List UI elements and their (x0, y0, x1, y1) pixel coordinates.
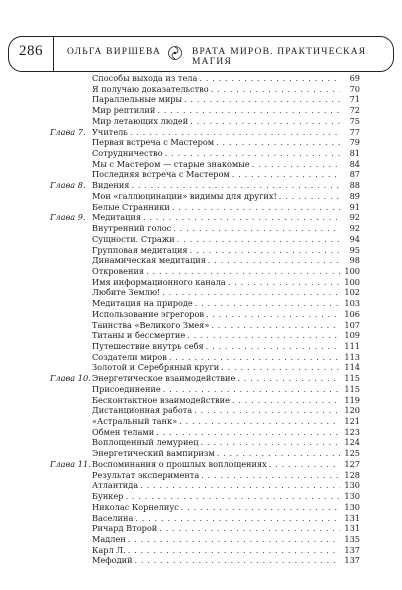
toc-entry-title: Групповая медитация (92, 244, 188, 255)
toc-entry-title: Энергетический вампиризм (92, 448, 215, 459)
toc-page-number: 125 (344, 448, 360, 459)
toc-page-number: 92 (349, 212, 360, 223)
toc-page-number: 91 (349, 201, 360, 212)
dot-leader (237, 374, 340, 383)
dot-leader (128, 535, 340, 544)
toc-page-number: 106 (344, 308, 360, 319)
toc-entry-title: Медитация на природе (92, 298, 193, 309)
author-name: ОЛЬГА ВИРШЕВА (67, 47, 162, 57)
toc-entry-title: Путешествие внутрь себя (92, 341, 204, 351)
toc-row (0, 117, 402, 126)
toc-page-number: 115 (344, 373, 360, 384)
dot-leader (135, 556, 340, 565)
toc-entry-title: Мадлен (92, 533, 126, 544)
toc-row (0, 396, 402, 405)
toc-entry-title: Энергетическое взаимодействие (92, 373, 236, 384)
toc-page-number: 109 (344, 330, 360, 341)
dot-leader (146, 267, 340, 276)
dot-leader (130, 128, 340, 137)
toc-entry-title: Параллельные миры (92, 94, 183, 105)
toc-row (0, 160, 402, 169)
toc-entry-title: Последняя встреча с Мастером (92, 169, 230, 180)
toc-entry-title: Первая встреча с Мастером (92, 137, 215, 148)
toc-entry-title: Создатели миров (92, 351, 167, 362)
toc-row (0, 310, 402, 319)
toc-row (0, 213, 402, 222)
toc-entry-title: Способы выхода из тела (92, 73, 198, 83)
swirl-ornament-icon (167, 45, 183, 61)
toc-entry-title: Динамическая медитация (92, 255, 206, 266)
toc-entry-title: Видения (92, 180, 130, 191)
toc-page-number: 81 (349, 148, 360, 159)
toc-entry-title: Ричард Второй (92, 523, 158, 534)
dot-leader (194, 406, 340, 415)
dot-leader (135, 514, 340, 523)
dot-leader (165, 149, 340, 158)
toc-entry-title: Обмен телами (92, 426, 155, 437)
dot-leader (228, 278, 340, 287)
dot-leader (211, 85, 340, 94)
toc-row (0, 524, 402, 533)
dot-leader (187, 331, 340, 340)
toc-page-number: 107 (344, 319, 360, 330)
toc-entry-title: Откровения (92, 265, 145, 276)
dot-leader (211, 321, 340, 330)
dot-leader (221, 363, 340, 372)
toc-entry-title: Мои «галлюцинации» видимы для других! (92, 190, 277, 201)
toc-page-number: 103 (344, 298, 360, 309)
dot-leader (181, 503, 340, 512)
toc-row (0, 203, 402, 212)
toc-page-number: 130 (344, 501, 360, 512)
toc-entry-title: Белые Странники (92, 201, 170, 212)
toc-entry-title: Сущности. Стражи (92, 233, 175, 244)
toc-row (0, 556, 402, 565)
toc-page-number: 131 (344, 523, 360, 534)
toc-entry-title: Внутренний голос (92, 223, 172, 234)
toc-entry-title: Таинства «Великого Змея» (92, 319, 210, 330)
toc-page-number: 75 (349, 115, 360, 126)
toc-page-number: 100 (344, 276, 360, 287)
toc-entry-title: Дистанционная работа (92, 405, 193, 416)
toc-row (0, 192, 402, 201)
toc-entry-title: Мы с Мастером — старые знакомые (92, 158, 250, 169)
toc-page-number: 121 (344, 416, 360, 427)
toc-entry-title: Бункер (92, 491, 124, 502)
toc-page-number: 135 (344, 533, 360, 544)
toc-page-number: 130 (344, 491, 360, 502)
toc-row (0, 449, 402, 458)
toc-page-number: 98 (349, 255, 360, 266)
toc-row (0, 267, 402, 276)
toc-entry-title: Николас Корнелиус (92, 501, 179, 512)
toc-row (0, 278, 402, 287)
toc-entry-title: Результат эксперимента (92, 469, 200, 480)
toc-row (0, 246, 402, 255)
dot-leader (156, 428, 340, 437)
toc-row (0, 85, 402, 94)
toc-page-number: 69 (349, 73, 360, 83)
toc-page-number: 87 (349, 169, 360, 180)
dot-leader (232, 170, 340, 179)
toc-page-number: 70 (349, 83, 360, 94)
toc-page-number: 130 (344, 480, 360, 491)
toc-entry-title: Я получаю доказательство (92, 83, 209, 94)
dot-leader (195, 299, 340, 308)
dot-leader (173, 224, 340, 233)
toc-entry-title: Воплощенный лемуриец (92, 437, 199, 448)
dot-leader (163, 385, 340, 394)
toc-entry-title: Воспоминания о прошлых воплощениях (92, 458, 267, 469)
dot-leader (179, 417, 340, 426)
toc-row (0, 74, 402, 83)
toc-page-number: 128 (344, 469, 360, 480)
toc-row (0, 256, 402, 265)
dot-leader (216, 138, 340, 147)
toc-row (0, 95, 402, 104)
dot-leader (201, 471, 340, 480)
toc-entry-title: Васелина (92, 512, 134, 523)
dot-leader (199, 74, 340, 83)
dot-leader (159, 524, 340, 533)
toc-entry-title: Золотой и Серебряный круги (92, 362, 220, 373)
toc-page-number: 123 (344, 426, 360, 437)
header-divider (53, 37, 54, 71)
toc-row (0, 438, 402, 447)
toc-entry-title: Бесконтактное взаимодействие (92, 394, 230, 405)
toc-page-number: 77 (349, 126, 360, 137)
toc-page-number: 111 (344, 341, 360, 351)
toc-row (0, 363, 402, 372)
book-title: ВРАТА МИРОВ. ПРАКТИЧЕСКАЯ МАГИЯ (192, 47, 367, 67)
toc-entry-title: Мир рептилий (92, 105, 156, 116)
toc-row (0, 181, 402, 190)
chapter-label: Глава 7. (50, 126, 86, 137)
toc-entry-title: Медитация (92, 212, 142, 223)
toc-page-number: 131 (344, 512, 360, 523)
toc-entry-title: Имя информационного канала (92, 276, 226, 287)
toc-row (0, 471, 402, 480)
toc-row (0, 417, 402, 426)
dot-leader (162, 288, 340, 297)
toc-row (0, 546, 402, 555)
toc-entry-title: Использование эгрегоров (92, 308, 204, 319)
toc-row (0, 235, 402, 244)
chapter-label: Глава 11. (50, 458, 91, 469)
toc-row (0, 406, 402, 415)
toc-entry-title: Сотрудничество (92, 148, 163, 159)
toc-row (0, 224, 402, 233)
toc-page-number: 119 (344, 394, 360, 405)
toc-row (0, 170, 402, 179)
toc-row (0, 138, 402, 147)
dot-leader (157, 106, 340, 115)
running-header (8, 36, 394, 72)
dot-leader (172, 203, 340, 212)
toc-row (0, 299, 402, 308)
dot-leader (269, 460, 340, 469)
toc-row (0, 331, 402, 340)
dot-leader (128, 546, 340, 555)
dot-leader (206, 310, 340, 319)
dot-leader (190, 246, 340, 255)
toc-row (0, 128, 402, 137)
toc-page-number: 114 (344, 362, 360, 373)
toc-page-number: 127 (344, 458, 360, 469)
toc-entry-title: Титаны и бессмертие (92, 330, 186, 341)
dot-leader (208, 256, 340, 265)
toc-page-number: 137 (344, 544, 360, 555)
toc-page-number: 120 (344, 405, 360, 416)
toc-page-number: 115 (344, 383, 360, 394)
dot-leader (201, 438, 340, 447)
toc-row (0, 106, 402, 115)
toc-page-number: 102 (344, 287, 360, 298)
toc-entry-title: Любите Землю! (92, 287, 161, 298)
toc-row (0, 353, 402, 362)
toc-entry-title: Атлантида (92, 480, 139, 491)
toc-entry-title: Мир летающих людей (92, 115, 189, 126)
dot-leader (252, 160, 340, 169)
toc-page-number: 95 (349, 244, 360, 255)
toc-row (0, 374, 402, 383)
toc-row (0, 149, 402, 158)
toc-page-number: 92 (349, 223, 360, 234)
dot-leader (131, 181, 340, 190)
dot-leader (169, 353, 340, 362)
toc-page-number: 79 (349, 137, 360, 148)
toc-page-number: 72 (349, 105, 360, 116)
toc-row (0, 385, 402, 394)
toc-row (0, 288, 402, 297)
toc-row (0, 342, 402, 351)
dot-leader (279, 192, 340, 201)
chapter-label: Глава 8. (50, 180, 86, 191)
toc-page-number: 94 (349, 233, 360, 244)
toc-page-number: 100 (344, 265, 360, 276)
toc-page-number: 71 (349, 94, 360, 105)
toc-row (0, 460, 402, 469)
toc-row (0, 492, 402, 501)
toc-page-number: 88 (349, 180, 360, 191)
toc-page-number: 89 (349, 190, 360, 201)
toc-entry-title: Мефодий (92, 555, 133, 566)
dot-leader (126, 492, 341, 501)
toc-row (0, 428, 402, 437)
toc-row (0, 535, 402, 544)
page-number: 286 (19, 43, 43, 59)
toc-entry-title: Присоединение (92, 383, 161, 394)
toc-page-number: 124 (344, 437, 360, 448)
chapter-label: Глава 10. (50, 373, 91, 384)
dot-leader (190, 117, 340, 126)
toc-page-number: 137 (344, 555, 360, 566)
dot-leader (217, 449, 340, 458)
dot-leader (206, 342, 340, 351)
dot-leader (232, 396, 340, 405)
dot-leader (177, 235, 340, 244)
toc-entry-title: Карл Л. (92, 544, 126, 555)
dot-leader (140, 481, 340, 490)
toc-page-number: 84 (349, 158, 360, 169)
toc-entry-title: Учитель (92, 126, 128, 137)
dot-leader (184, 95, 340, 104)
toc-row (0, 321, 402, 330)
chapter-label: Глава 9. (50, 212, 86, 223)
dot-leader (143, 213, 340, 222)
toc-row (0, 514, 402, 523)
toc-row (0, 481, 402, 490)
toc-page-number: 113 (344, 351, 360, 362)
toc-entry-title: «Астральный танк» (92, 416, 178, 427)
toc-row (0, 503, 402, 512)
